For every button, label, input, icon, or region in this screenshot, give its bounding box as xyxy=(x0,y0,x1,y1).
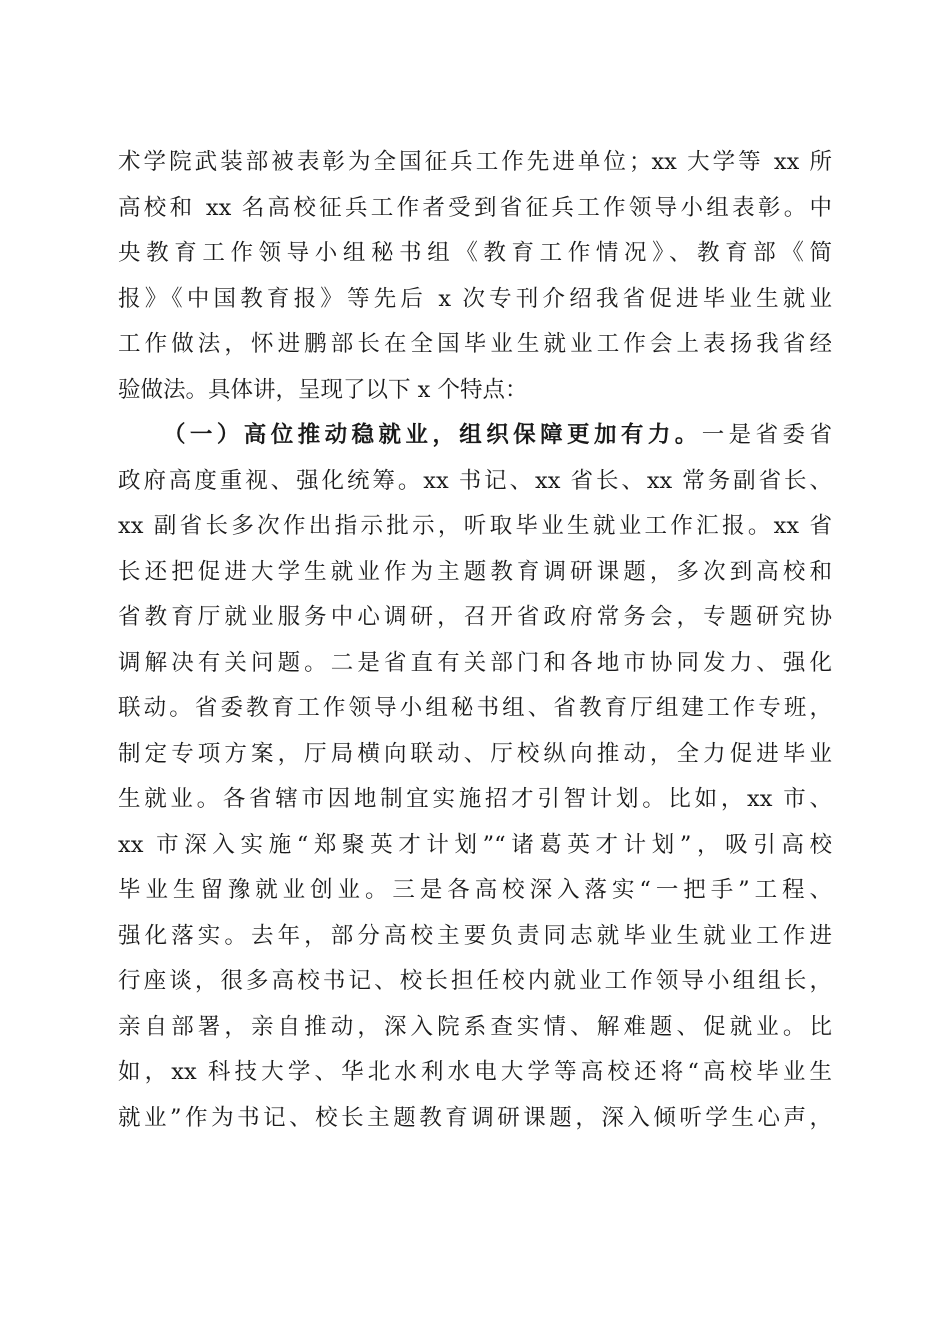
text-line: 生就业。各省辖市因地制宜实施招才引智计划。比如，xx 市、 xyxy=(118,786,832,812)
section-heading: （一）高位推动稳就业，组织保障更加有力。 xyxy=(163,422,702,448)
text-line: 验做法。具体讲，呈现了以下 x 个特点： xyxy=(118,376,528,403)
paragraph-section-one xyxy=(118,413,832,1141)
section-first-line-text: 一是省委省 xyxy=(701,422,832,448)
text-line: 联动。省委教育工作领导小组秘书组、省教育厅组建工作专班， xyxy=(118,695,832,721)
text-line: 政府高度重视、强化统筹。xx 书记、xx 省长、xx 常务副省长、 xyxy=(118,467,832,494)
text-line: 亲自部署，亲自推动，深入院系查实情、解难题、促就业。比 xyxy=(118,1013,832,1040)
text-line: 强化落实。去年，部分高校主要负责同志就毕业生就业工作进 xyxy=(118,922,832,949)
text-line: 工作做法，怀进鹏部长在全国毕业生就业工作会上表扬我省经 xyxy=(118,331,832,357)
text-line: 术学院武装部被表彰为全国征兵工作先进单位；xx 大学等 xx 所 xyxy=(118,149,832,175)
text-line: 报》《中国教育报》等先后 x 次专刊介绍我省促进毕业生就业 xyxy=(118,285,832,312)
text-line: 如，xx 科技大学、华北水利水电大学等高校还将“高校毕业生 xyxy=(118,1059,832,1085)
document-body xyxy=(118,140,832,1141)
section-first-line xyxy=(118,413,832,459)
text-line: xx 市深入实施“郑聚英才计划”“诸葛英才计划”，吸引高校 xyxy=(118,831,832,858)
text-line: 毕业生留豫就业创业。三是各高校深入落实“一把手”工程、 xyxy=(118,877,832,903)
text-line: xx 副省长多次作出指示批示，听取毕业生就业工作汇报。xx 省 xyxy=(118,513,832,539)
text-line: 长还把促进大学生就业作为主题教育调研课题，多次到高校和 xyxy=(118,558,832,585)
paragraph-intro xyxy=(118,140,832,413)
text-line: 就业”作为书记、校长主题教育调研课题，深入倾听学生心声， xyxy=(118,1104,832,1131)
text-line: 制定专项方案，厅局横向联动、厅校纵向推动，全力促进毕业 xyxy=(118,740,832,767)
text-line: 省教育厅就业服务中心调研，召开省政府常务会，专题研究协 xyxy=(118,604,832,630)
text-line: 调解决有关问题。二是省直有关部门和各地市协同发力、强化 xyxy=(118,649,832,676)
text-line: 行座谈，很多高校书记、校长担任校内就业工作领导小组组长， xyxy=(118,968,832,994)
text-line: 高校和 xx 名高校征兵工作者受到省征兵工作领导小组表彰。中 xyxy=(118,194,832,221)
text-line: 央教育工作领导小组秘书组《教育工作情况》、教育部《简 xyxy=(118,240,832,266)
